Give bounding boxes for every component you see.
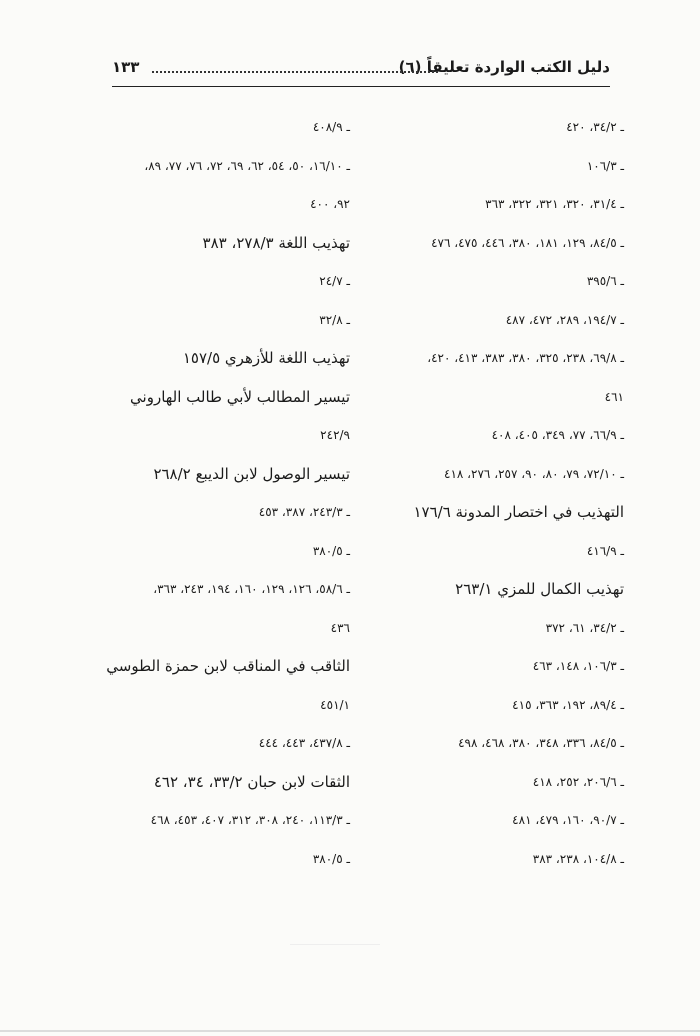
index-entry-reference: ـ ٢٤٣/٣، ٣٨٧، ٤٥٣: [258, 505, 350, 519]
index-entry-reference: ـ ٨٤/٥، ١٢٩، ١٨١، ٣٨٠، ٤٤٦، ٤٧٥، ٤٧٦: [431, 235, 624, 250]
running-header: [112, 58, 610, 86]
index-entry-reference: ـ ١١٣/٣، ٢٤٠، ٣٠٨، ٣١٢، ٤٠٧، ٤٥٣، ٤٦٨: [150, 813, 350, 827]
index-entry-reference: ـ ٢٤/٧: [319, 274, 350, 288]
right-column: [384, 108, 624, 878]
left-column: [106, 108, 350, 878]
leader-dots: [152, 71, 438, 73]
index-entry-title: الثقات لابن حبان ٣٣/٢، ٣٤، ٤٦٢: [153, 772, 350, 791]
index-entry-title: الثاقب في المناقب لابن حمزة الطوسي: [106, 657, 350, 675]
faint-mark: [290, 944, 380, 945]
index-entry-reference: ٤٣٦: [330, 620, 350, 635]
header-rule: [112, 86, 610, 87]
page-number: ١٣٣: [112, 58, 140, 76]
index-entry-reference: ـ ٣٨٠/٥: [312, 851, 350, 866]
index-entry-reference: ـ ٥٨/٦، ١٢٦، ١٢٩، ١٦٠، ١٩٤، ٢٤٣، ٣٦٣،: [153, 582, 350, 596]
scan-edge: [0, 1030, 700, 1032]
index-entry-reference: ـ ٣٤/٢، ٤٢٠: [566, 120, 624, 134]
index-entry-reference: ـ ٧٢/١٠، ٧٩، ٨٠، ٩٠، ٢٥٧، ٢٧٦، ٤١٨: [444, 466, 624, 481]
index-entry-title: تيسير الوصول لابن الديبع ٢٦٨/٢: [153, 464, 350, 483]
index-entry-reference: ـ ١٠٦/٣: [586, 158, 624, 173]
index-entry-reference: ـ ٣٨٠/٥: [312, 543, 350, 558]
index-entry-reference: ٤٦١: [604, 389, 624, 404]
index-entry-reference: ـ ٦٩/٨، ٢٣٨، ٣٢٥، ٣٨٠، ٣٨٣، ٤١٣، ٤٢٠،: [427, 351, 624, 365]
index-entry-title: التهذيب في اختصار المدونة ١٧٦/٦: [413, 503, 624, 521]
index-entry-reference: ـ ١٠٦/٣، ١٤٨، ٤٦٣: [532, 659, 624, 673]
index-entry-reference: ـ ٨٩/٤، ١٩٢، ٣٦٣، ٤١٥: [512, 697, 624, 712]
index-entry-reference: ٩٢، ٤٠٠: [310, 197, 350, 211]
index-entry-reference: ـ ٤٣٧/٨، ٤٤٣، ٤٤٤: [258, 736, 350, 750]
index-entry-reference: ـ ١٠٤/٨، ٢٣٨، ٣٨٣: [532, 851, 624, 866]
index-entry-reference: ـ ٢٠٦/٦، ٢٥٢، ٤١٨: [532, 774, 624, 789]
index-entry-reference: ـ ٨٤/٥، ٣٣٦، ٣٤٨، ٣٨٠، ٤٦٨، ٤٩٨: [458, 736, 624, 750]
index-entry-reference: ـ ٣٤/٢، ٦١، ٣٧٢: [545, 620, 624, 635]
index-entry-title: تهذيب الكمال للمزي ٢٦٣/١: [455, 580, 624, 598]
index-entry-title: تهذيب اللغة للأزهري ١٥٧/٥: [182, 349, 350, 367]
index-entry-reference: ـ ٦٦/٩، ٧٧، ٣٤٩، ٤٠٥، ٤٠٨: [491, 428, 624, 442]
running-title: دليل الكتب الواردة تعليقاً (٦): [398, 58, 610, 76]
index-entry-reference: ـ ٤١٦/٩: [586, 543, 624, 558]
index-entry-reference: ـ ١٦/١٠، ٥٠، ٥٤، ٦٢، ٦٩، ٧٢، ٧٦، ٧٧، ٨٩،: [144, 158, 350, 173]
index-entry-title: تيسير المطالب لأبي طالب الهاروني: [130, 387, 350, 406]
index-entry-title: تهذيب اللغة ٢٧٨/٣، ٣٨٣: [202, 233, 350, 252]
index-entry-reference: ـ ٣١/٤، ٣٢٠، ٣٢١، ٣٢٢، ٣٦٣: [485, 197, 624, 211]
index-entry-reference: ـ ١٩٤/٧، ٢٨٩، ٤٧٢، ٤٨٧: [505, 312, 624, 327]
index-entry-reference: ـ ٣٩٥/٦: [586, 274, 624, 288]
index-entry-reference: ـ ٣٢/٨: [319, 312, 350, 327]
index-entry-reference: ٢٤٢/٩: [320, 428, 350, 442]
index-entry-reference: ٤٥١/١: [320, 697, 350, 712]
index-entry-reference: ـ ٩٠/٧، ١٦٠، ٤٧٩، ٤٨١: [512, 813, 624, 827]
index-entry-reference: ـ ٤٠٨/٩: [312, 120, 350, 134]
